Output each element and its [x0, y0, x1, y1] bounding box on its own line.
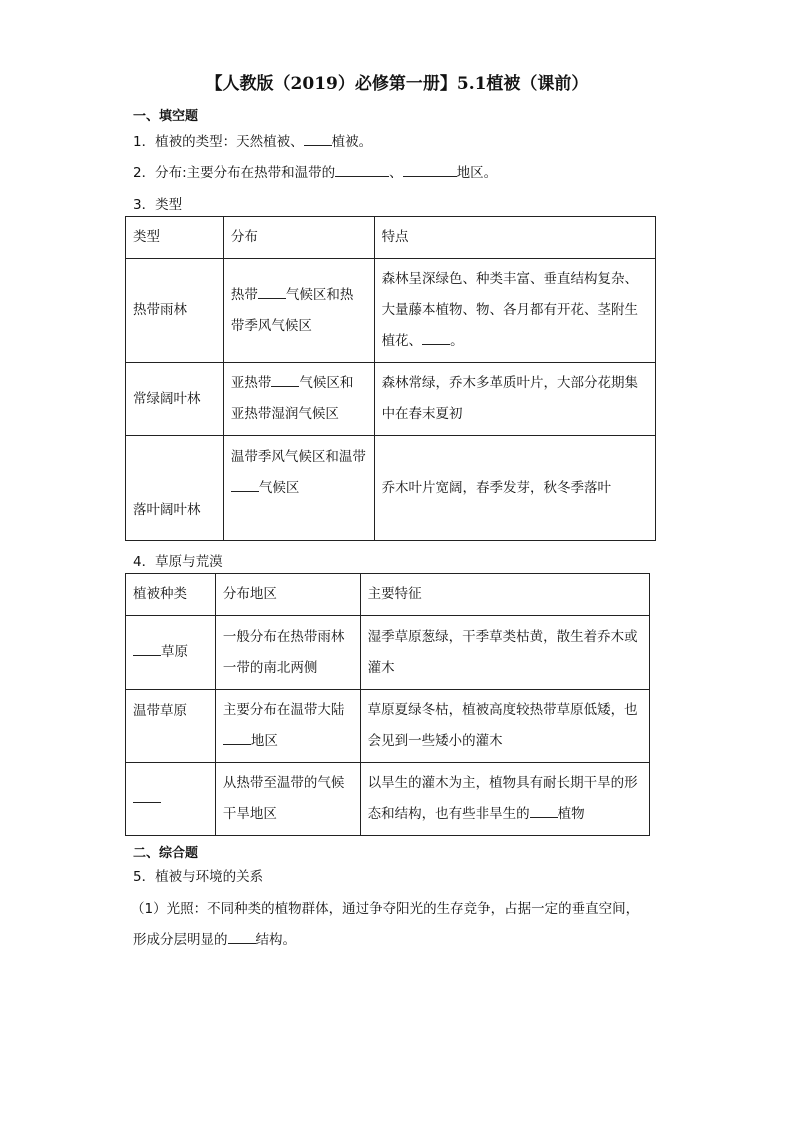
- feature-cell: 草原夏绿冬枯，植被高度较热带草原低矮，也会见到一些矮小的灌木: [360, 690, 649, 763]
- document-title: 【人教版（2019）必修第一册】5.1植被（课前）: [205, 74, 589, 94]
- section-heading-comprehensive: 二、综合题: [133, 846, 199, 861]
- type-cell: 热带雨林: [126, 259, 224, 363]
- question-5-part-1-line-2: [133, 928, 296, 948]
- column-header: 特点: [374, 217, 655, 259]
- cell-text: 森林呈深绿色、种类丰富、垂直结构复杂、大量藤本植物、物、各月都有开花、茎附生植花、: [381, 271, 639, 349]
- cell-text: 地区: [250, 733, 278, 749]
- table-row: [126, 363, 656, 436]
- cell-text: 气候区和热带季风气候区: [230, 286, 354, 334]
- feature-cell: [374, 259, 655, 363]
- type-cell: 常绿阔叶林: [126, 363, 224, 436]
- column-header: 植被种类: [126, 574, 216, 616]
- table-row: [126, 763, 650, 836]
- question-2: [133, 161, 497, 181]
- distribution-cell: [223, 259, 374, 363]
- distribution-cell: [223, 436, 374, 541]
- table-row: [126, 616, 650, 690]
- cell-text: 热带: [230, 286, 258, 303]
- answer-blank[interactable]: [258, 284, 286, 299]
- answer-blank[interactable]: [304, 131, 332, 146]
- kind-cell: [126, 616, 216, 690]
- question-5-part-1-text: 形成分层明显的: [133, 932, 228, 948]
- feature-cell: 森林常绿，乔木多革质叶片，大部分花期集中在春末夏初: [374, 363, 655, 436]
- cell-text: 草原: [161, 644, 188, 660]
- question-2-text: 2．分布:主要分布在热带和温带的: [133, 165, 336, 181]
- cell-text: 。: [450, 333, 464, 349]
- answer-blank[interactable]: [403, 162, 457, 177]
- answer-blank[interactable]: [133, 641, 161, 656]
- table-row: [126, 690, 650, 763]
- section-heading-fill-in: 一、填空题: [133, 109, 199, 124]
- type-cell: 落叶阔叶林: [126, 436, 224, 541]
- kind-cell: [126, 763, 216, 836]
- cell-text: 以旱生的灌木为主，植物具有耐长期干旱的形态和结构，也有些非旱生的: [367, 775, 638, 822]
- question-5: 5．植被与环境的关系: [133, 869, 264, 885]
- question-1-text-end: 植被。: [331, 134, 373, 150]
- feature-cell: 湿季草原葱绿，干季草类枯黄，散生着乔木或灌木: [360, 616, 649, 690]
- grassland-desert-table: [125, 573, 650, 836]
- table-row: [126, 259, 656, 363]
- answer-blank[interactable]: [422, 330, 450, 345]
- column-header: 类型: [126, 217, 224, 259]
- question-2-separator: 、: [389, 165, 403, 181]
- column-header: 分布: [223, 217, 374, 259]
- question-5-part-1-line-1: （1）光照：不同种类的植物群体，通过争夺阳光的生存竞争，占据一定的垂直空间，: [131, 901, 640, 917]
- question-3: 3．类型: [133, 197, 183, 213]
- question-1-text: 1．植被的类型：天然植被、: [133, 134, 304, 150]
- column-header: 分布地区: [215, 574, 360, 616]
- distribution-cell: 一般分布在热带雨林一带的南北两侧: [215, 616, 360, 690]
- answer-blank[interactable]: [223, 730, 251, 745]
- cell-text: 主要分布在温带大陆: [222, 702, 345, 718]
- question-4: 4．草原与荒漠: [133, 554, 223, 570]
- table-header-row: [126, 217, 656, 259]
- column-header: 主要特征: [360, 574, 649, 616]
- cell-text: 温带季风气候区和温带: [230, 449, 366, 465]
- distribution-cell: [215, 690, 360, 763]
- question-5-part-1-text-end: 结构。: [255, 932, 296, 948]
- answer-blank[interactable]: [133, 788, 161, 803]
- answer-blank[interactable]: [231, 477, 259, 492]
- answer-blank[interactable]: [271, 372, 299, 387]
- answer-blank[interactable]: [228, 929, 256, 944]
- cell-text: 亚热带: [230, 375, 272, 391]
- answer-blank[interactable]: [530, 803, 558, 818]
- cell-text: 气候区: [258, 480, 300, 496]
- question-1: [133, 130, 372, 150]
- feature-cell: 乔木叶片宽阔，春季发芽，秋冬季落叶: [374, 436, 655, 541]
- distribution-cell: 从热带至温带的气候干旱地区: [215, 763, 360, 836]
- table-row: [126, 436, 656, 541]
- feature-cell: [360, 763, 649, 836]
- answer-blank[interactable]: [335, 162, 389, 177]
- cell-text: 气候区和亚热带湿润气候区: [230, 375, 354, 422]
- kind-cell: 温带草原: [126, 690, 216, 763]
- table-header-row: [126, 574, 650, 616]
- distribution-cell: [223, 363, 374, 436]
- forest-types-table: [125, 216, 656, 541]
- cell-text: 植物: [557, 806, 585, 822]
- question-2-text-end: 地区。: [456, 165, 498, 181]
